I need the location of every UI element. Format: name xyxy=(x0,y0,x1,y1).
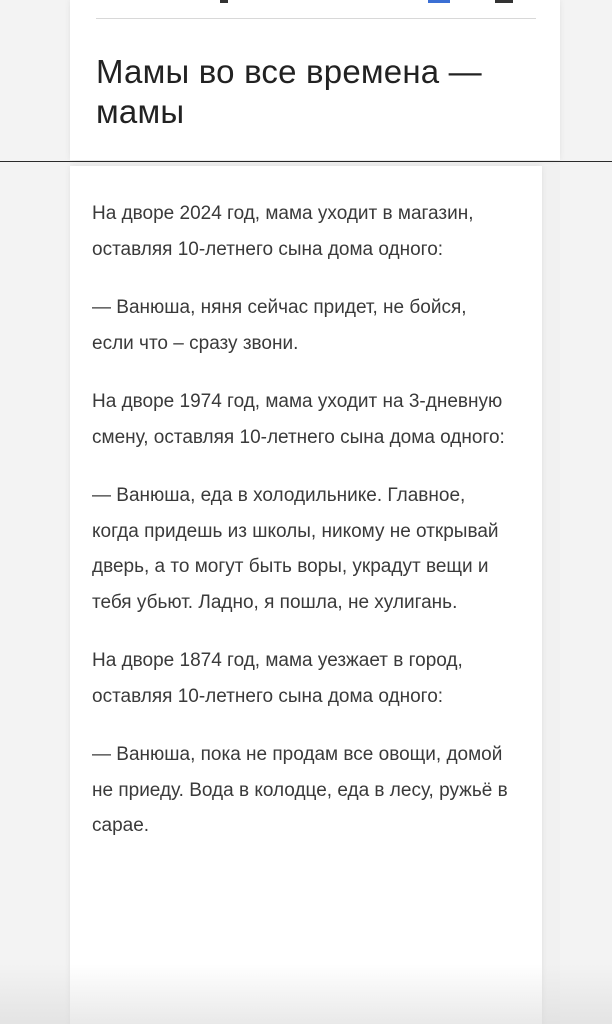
article-paragraph: — Ванюша, няня сейчас придет, не бойся, если что – сразу звони. xyxy=(92,297,467,354)
section-divider xyxy=(0,161,612,162)
toolbar-mark xyxy=(220,0,228,3)
toolbar-mark xyxy=(428,0,450,3)
article-body xyxy=(92,196,512,867)
header-rule xyxy=(96,18,536,19)
cropped-toolbar-remnant xyxy=(70,0,560,4)
article-card xyxy=(70,166,542,1024)
right-margin xyxy=(560,0,612,1024)
toolbar-mark xyxy=(495,0,513,3)
article-paragraph: На дворе 1874 год, мама уезжает в город, оставляя 10-летнего сына дома одного: xyxy=(92,650,463,707)
left-margin xyxy=(0,0,70,1024)
article-paragraph: — Ванюша, пока не продам все овощи, домой не приеду. Вода в колодце, еда в лесу, ружьё в сарае. xyxy=(92,744,508,836)
header-card xyxy=(70,0,560,160)
article-paragraph: На дворе 1974 год, мама уходит на 3-дневную смену, оставляя 10-летнего сына дома одного: xyxy=(92,391,505,448)
article-title: Мамы во все времена — мамы xyxy=(96,53,482,130)
article-paragraph: — Ванюша, еда в холодильнике. Главное, когда придешь из школы, никому не открывай дверь, а то могут быть воры, украдут вещи и тебя убьют. Ладно, я пошла, не хулигань. xyxy=(92,485,499,613)
article-paragraph: На дворе 2024 год, мама уходит в магазин, оставляя 10-летнего сына дома одного: xyxy=(92,203,474,260)
